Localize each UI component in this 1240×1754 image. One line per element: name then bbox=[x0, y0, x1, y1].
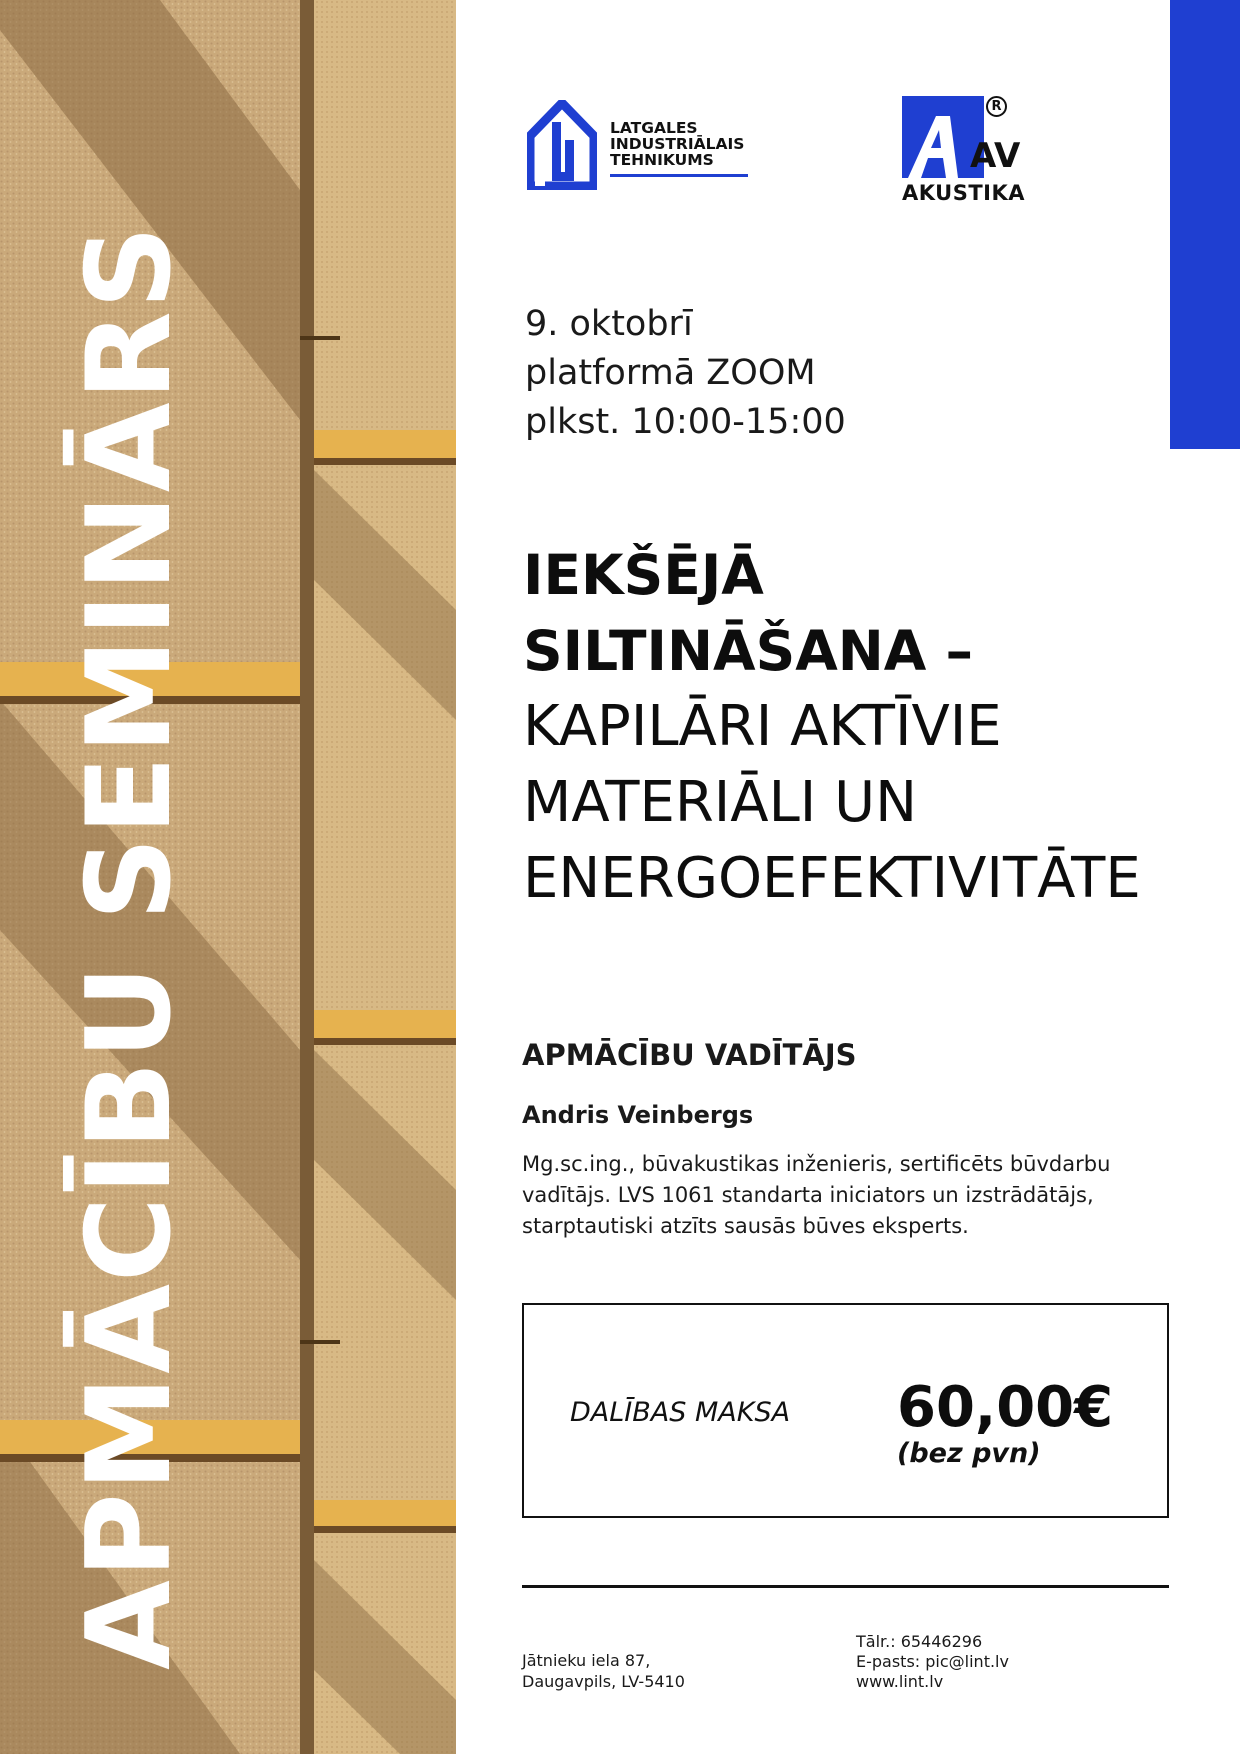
accent-bar bbox=[1170, 0, 1240, 449]
footer-contacts bbox=[856, 1632, 1009, 1692]
instructor-description-line: vadītājs. LVS 1061 standarta iniciators un izstrādātājs, bbox=[522, 1183, 1094, 1207]
price-value: 60,00€ bbox=[897, 1375, 1114, 1440]
title-line-2: SILTINĀŠANA – bbox=[523, 619, 974, 683]
price-label: DALĪBAS MAKSA bbox=[570, 1397, 791, 1428]
vertical-banner-text: APMĀCĪBU SEMINĀRS bbox=[62, 223, 197, 1670]
footer-address bbox=[522, 1650, 685, 1692]
instructor-heading: APMĀCĪBU VADĪTĀJS bbox=[522, 1038, 857, 1072]
lit-logo-line-2: INDUSTRIĀLAIS bbox=[610, 135, 745, 153]
title-line-4: MATERIĀLI UN bbox=[523, 770, 917, 835]
contact-phone: Tālr.: 65446296 bbox=[856, 1632, 983, 1651]
event-details bbox=[525, 300, 1125, 447]
footer-divider bbox=[522, 1585, 1169, 1588]
lit-logo-line-1: LATGALES bbox=[610, 119, 698, 137]
lit-logo bbox=[527, 100, 777, 190]
instructor-description-line: Mg.sc.ing., būvakustikas inženieris, sertificēts būvdarbu bbox=[522, 1152, 1111, 1176]
address-line: Jātnieku iela 87, bbox=[522, 1651, 651, 1670]
title-line-1: IEKŠĒJĀ bbox=[523, 543, 764, 607]
av-logo-mark: AV bbox=[970, 136, 1021, 176]
instructor-description bbox=[522, 1149, 1122, 1242]
contact-email[interactable]: E-pasts: pic@lint.lv bbox=[856, 1652, 1009, 1671]
price-box bbox=[522, 1303, 1169, 1518]
address-line: Daugavpils, LV-5410 bbox=[522, 1672, 685, 1691]
title-line-3: KAPILĀRI AKTĪVIE bbox=[523, 694, 1002, 759]
contact-website[interactable]: www.lint.lv bbox=[856, 1672, 944, 1691]
instructor-name: Andris Veinbergs bbox=[522, 1101, 754, 1129]
lit-logo-line-3: TEHNIKUMS bbox=[610, 151, 714, 169]
cover-photo bbox=[0, 0, 456, 1754]
event-date: 9. oktobrī bbox=[525, 304, 693, 344]
house-outline-icon bbox=[527, 100, 597, 190]
event-platform: platformā ZOOM bbox=[525, 353, 816, 393]
registered-mark: R bbox=[986, 96, 1007, 117]
instructor-description-line: starptautiski atzīts sausās būves eksperts. bbox=[522, 1214, 969, 1238]
price-note: (bez pvn) bbox=[897, 1438, 1041, 1469]
av-logo-name: AKUSTIKA bbox=[902, 181, 1025, 205]
av-akustika-logo bbox=[902, 96, 1042, 206]
seminar-title bbox=[523, 537, 1223, 917]
title-line-5: ENERGOEFEKTIVITĀTE bbox=[523, 846, 1141, 911]
lit-logo-underline bbox=[610, 174, 748, 177]
lit-logo-text bbox=[610, 120, 780, 168]
event-time: plkst. 10:00-15:00 bbox=[525, 402, 846, 442]
